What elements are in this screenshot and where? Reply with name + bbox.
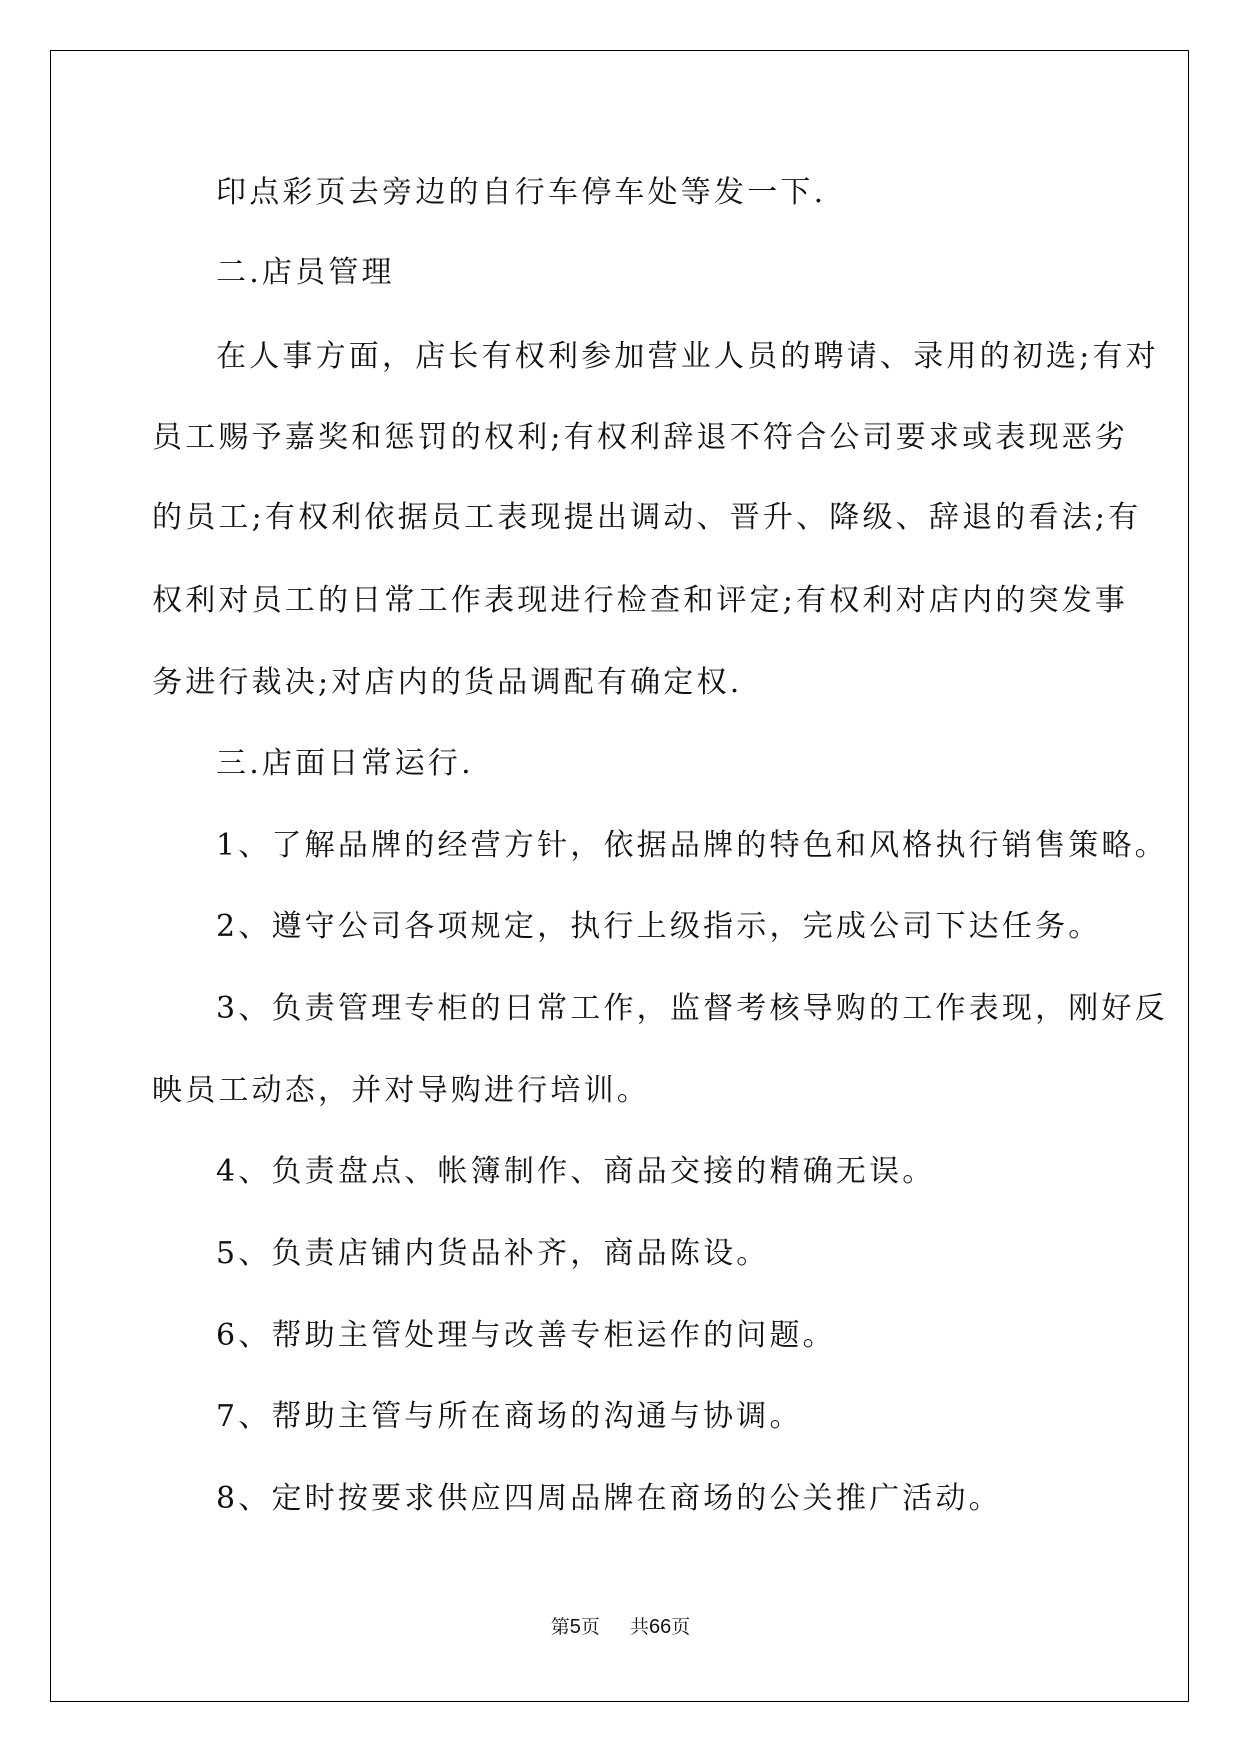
list-item: 3、负责管理专柜的日常工作，监督考核导购的工作表现，刚好反 xyxy=(216,991,1168,1026)
text-line: 印点彩页去旁边的自行车停车处等发一下. xyxy=(216,175,827,210)
footer-page-suffix: 页 xyxy=(580,1616,600,1638)
page-border xyxy=(50,50,1189,1702)
text-line: 的员工;有权利依据员工表现提出调动、晋升、降级、辞退的看法;有 xyxy=(152,500,1142,535)
list-item: 2、遵守公司各项规定，执行上级指示，完成公司下达任务。 xyxy=(216,909,1102,944)
footer-total-suffix: 页 xyxy=(671,1616,691,1638)
list-item: 4、负责盘点、帐簿制作、商品交接的精确无误。 xyxy=(216,1154,936,1189)
list-item: 1、了解品牌的经营方针，依据品牌的特色和风格执行销售策略。 xyxy=(216,828,1168,863)
footer-total-pages: 66 xyxy=(649,1616,672,1638)
footer-prefix: 第 xyxy=(550,1616,570,1638)
footer-total-prefix: 共 xyxy=(630,1616,650,1638)
footer-page-number: 5 xyxy=(569,1616,581,1638)
page-footer xyxy=(0,1612,1241,1639)
text-line: 务进行裁决;对店内的货品调配有确定权. xyxy=(152,665,743,700)
list-item: 6、帮助主管处理与改善专柜运作的问题。 xyxy=(216,1318,836,1353)
text-line: 权利对员工的日常工作表现进行检查和评定;有权利对店内的突发事 xyxy=(152,583,1129,618)
text-line: 在人事方面，店长有权利参加营业人员的聘请、录用的初选;有对 xyxy=(216,339,1159,374)
text-line: 员工赐予嘉奖和惩罚的权利;有权利辞退不符合公司要求或表现恶劣 xyxy=(152,420,1129,455)
list-item-continuation: 映员工动态，并对导购进行培训。 xyxy=(152,1073,650,1108)
list-item: 8、定时按要求供应四周品牌在商场的公关推广活动。 xyxy=(216,1481,1002,1516)
list-item: 5、负责店铺内货品补齐，商品陈设。 xyxy=(216,1236,770,1271)
list-item: 7、帮助主管与所在商场的沟通与协调。 xyxy=(216,1399,803,1434)
section-heading: 三.店面日常运行. xyxy=(216,746,474,781)
section-heading: 二.店员管理 xyxy=(216,255,395,290)
